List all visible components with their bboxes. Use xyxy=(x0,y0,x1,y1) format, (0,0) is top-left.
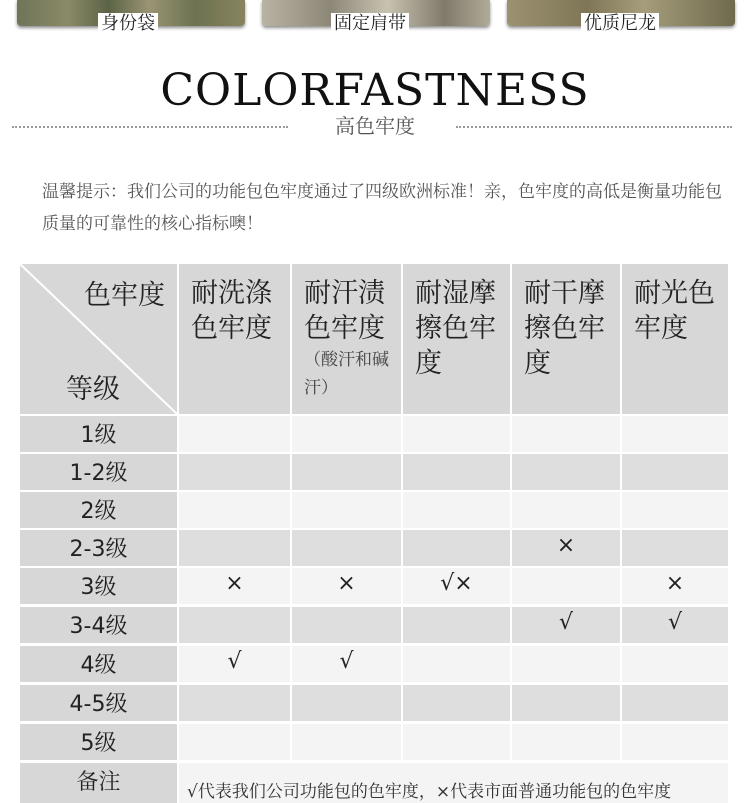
mark-cell xyxy=(179,685,290,721)
mark-cell xyxy=(512,416,620,452)
mark-cell xyxy=(512,685,620,721)
mark-cell xyxy=(179,416,290,452)
column-header xyxy=(292,264,401,414)
mark-cell xyxy=(292,454,401,490)
mark-cell xyxy=(292,530,401,566)
thumbnail-label: 固定肩带 xyxy=(331,13,409,35)
level-cell: 3级 xyxy=(20,568,177,604)
tip-paragraph: 温馨提示：我们公司的功能包色牢度通过了四级欧洲标准！亲，色牢度的高低是衡量功能包质量的可靠性的核心指标噢！ xyxy=(42,182,722,234)
mark-cell xyxy=(403,416,510,452)
mark-cell xyxy=(403,607,510,643)
mark-cell xyxy=(403,530,510,566)
mark-cell xyxy=(292,416,401,452)
mark-cell: √× xyxy=(403,568,510,604)
column-header xyxy=(179,264,290,414)
column-header-note: （酸汗和碱汗） xyxy=(304,350,389,398)
mark-cell xyxy=(622,724,728,760)
mark-cell xyxy=(179,724,290,760)
table-corner-cell xyxy=(20,264,177,414)
column-header-title: 耐干摩擦色牢度 xyxy=(524,278,605,379)
mark-cell xyxy=(512,724,620,760)
column-header xyxy=(403,264,510,414)
table-row xyxy=(20,568,728,604)
corner-label-top: 色牢度 xyxy=(84,280,165,311)
mark-cell xyxy=(622,646,728,682)
mark-cell xyxy=(292,492,401,528)
corner-label-bottom: 等级 xyxy=(66,374,120,405)
table-row xyxy=(20,492,728,528)
level-cell: 5级 xyxy=(20,724,177,760)
column-header-title: 耐汗渍色牢度 xyxy=(304,278,385,344)
mark-cell xyxy=(403,724,510,760)
mark-cell xyxy=(179,607,290,643)
mark-cell xyxy=(179,530,290,566)
mark-cell: × xyxy=(512,530,620,566)
mark-cell: × xyxy=(292,568,401,604)
table-row xyxy=(20,530,728,566)
level-cell: 1-2级 xyxy=(20,454,177,490)
mark-cell xyxy=(403,454,510,490)
section-title: COLORFASTNESS xyxy=(160,65,590,116)
table-row xyxy=(20,685,728,721)
mark-cell xyxy=(622,492,728,528)
mark-cell: × xyxy=(179,568,290,604)
column-header-title: 耐洗涤色牢度 xyxy=(191,278,272,344)
mark-cell xyxy=(179,492,290,528)
level-cell: 1级 xyxy=(20,416,177,452)
remark-text-cell xyxy=(179,763,728,803)
remark-label-cell: 备注 xyxy=(20,763,177,803)
mark-cell xyxy=(403,685,510,721)
level-cell: 2-3级 xyxy=(20,530,177,566)
level-cell: 4级 xyxy=(20,646,177,682)
thumbnail-label: 身份袋 xyxy=(98,13,158,35)
level-cell: 4-5级 xyxy=(20,685,177,721)
mark-cell xyxy=(622,530,728,566)
section-subtitle: 高色牢度 xyxy=(335,114,415,138)
table-row xyxy=(20,416,728,452)
mark-cell xyxy=(512,646,620,682)
mark-cell xyxy=(622,454,728,490)
mark-cell xyxy=(292,607,401,643)
mark-cell xyxy=(622,685,728,721)
mark-cell xyxy=(292,685,401,721)
mark-cell xyxy=(292,724,401,760)
column-header-title: 耐光色牢度 xyxy=(634,278,715,344)
thumbnail-label: 优质尼龙 xyxy=(581,13,659,35)
table-header-row xyxy=(20,264,728,414)
column-header xyxy=(512,264,620,414)
mark-cell xyxy=(512,568,620,604)
table-row xyxy=(20,724,728,760)
mark-cell: √ xyxy=(622,607,728,643)
mark-cell xyxy=(622,416,728,452)
product-thumbnail-strip xyxy=(0,0,750,40)
mark-cell xyxy=(179,454,290,490)
mark-cell: × xyxy=(622,568,728,604)
table-row xyxy=(20,607,728,643)
mark-cell: √ xyxy=(179,646,290,682)
column-header-title: 耐湿摩擦色牢度 xyxy=(415,278,496,379)
mark-cell: √ xyxy=(512,607,620,643)
mark-cell xyxy=(512,454,620,490)
level-cell: 2级 xyxy=(20,492,177,528)
table-row xyxy=(20,454,728,490)
level-cell: 3-4级 xyxy=(20,607,177,643)
mark-cell xyxy=(403,646,510,682)
remark-text: √代表我们公司功能包的色牢度，×代表市面普通功能包的色牢度 xyxy=(187,782,672,802)
table-row xyxy=(20,646,728,682)
mark-cell xyxy=(512,492,620,528)
mark-cell: √ xyxy=(292,646,401,682)
remark-row xyxy=(20,763,728,803)
mark-cell xyxy=(403,492,510,528)
column-header xyxy=(622,264,728,414)
